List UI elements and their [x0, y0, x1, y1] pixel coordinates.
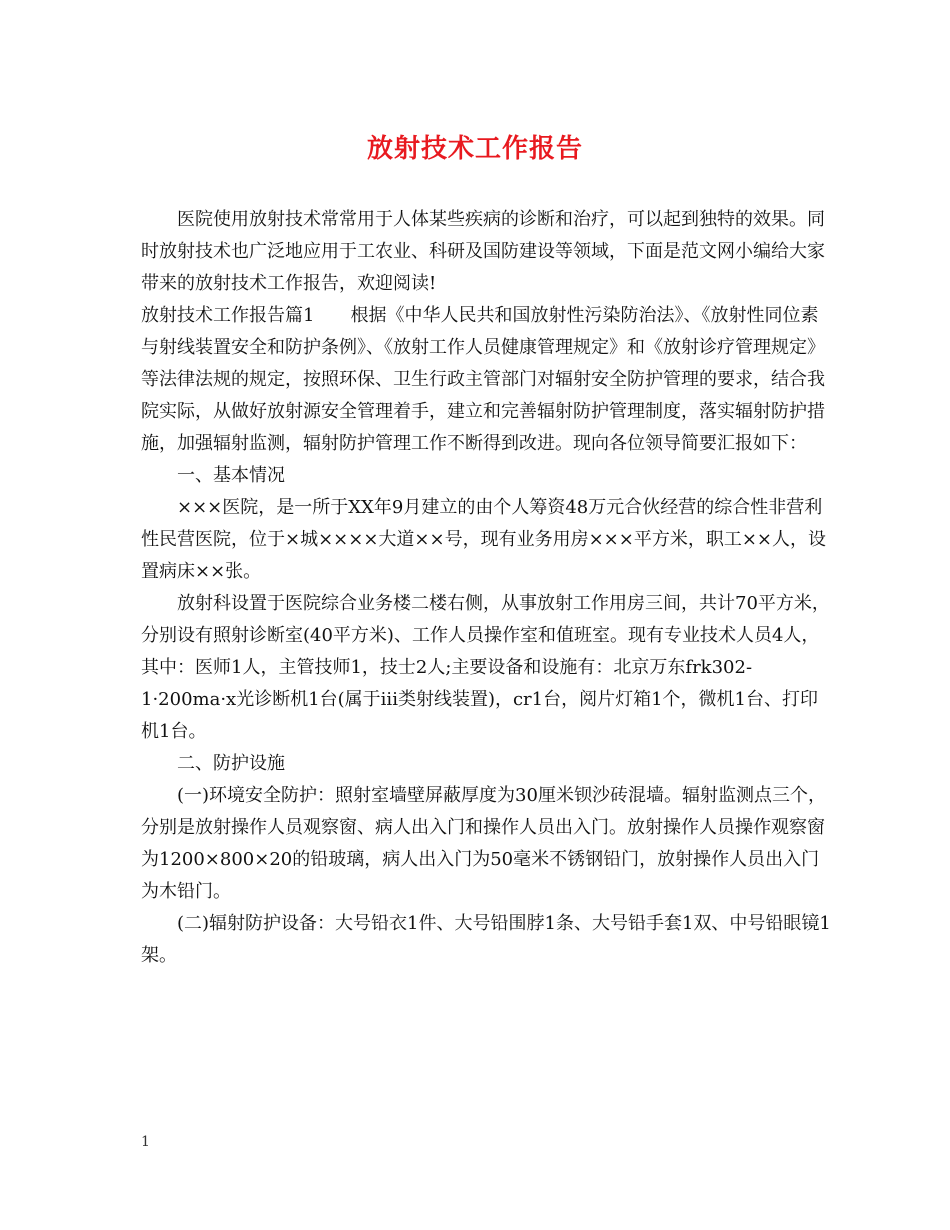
piece-text: 根据《中华人民共和国放射性污染防治法》、《放射性同位素与射线装置安全和防护条例》、《放射工作人员健康管理规定》和《放射诊疗管理规定》等法律法规的规定，按照环保、卫生行政主管部门对辐射安全防护管理的要求，结合我院实际，从做好放射源安全管理着手，建立和完善辐射防护管理制度，落实辐射防护措施，加强辐射监测，辐射防护管理工作不断得到改进。现向各位领导简要汇报如下：: [141, 305, 825, 454]
piece-label: 放射技术工作报告篇1: [141, 305, 315, 326]
section2-heading: 二、防护设施: [177, 753, 285, 774]
section1-paragraph-1: ×××医院，是一所于XX年9月建立的由个人筹资48万元合伙经营的综合性非营利性民营医院，位于×城××××大道××号，现有业务用房×××平方米，职工××人，设置病床××张。: [141, 497, 826, 582]
section1-paragraph-2: 放射科设置于医院综合业务楼二楼右侧，从事放射工作用房三间，共计70平方米，分别设有照射诊断室(40平方米)、工作人员操作室和值班室。现有专业技术人员4人，其中：医师1人，主管技师1，技士2人;主要设备和设施有：北京万东frk302-1·200ma·x光诊断机1台(属于iii类射线装置)，cr1台，阅片灯箱1个，微机1台、打印机1台。: [141, 593, 830, 742]
section2-paragraph-2: (二)辐射防护设备：大号铅衣1件、大号铅围脖1条、大号铅手套1双、中号铅眼镜1架。: [141, 913, 831, 966]
piece-paragraph: [141, 300, 831, 460]
document-body: [141, 204, 831, 972]
section2-paragraph-1: (一)环境安全防护：照射室墙壁屏蔽厚度为30厘米钡沙砖混墙。辐射监测点三个，分别是放射操作人员观察窗、病人出入门和操作人员出入门。放射操作人员操作观察窗为1200×800×20的铅玻璃，病人出入门为50毫米不锈钢铅门，放射操作人员出入门为木铅门。: [141, 785, 826, 902]
section1-heading: 一、基本情况: [177, 465, 285, 486]
page-number: 1: [141, 1134, 150, 1150]
document-title: 放射技术工作报告: [366, 134, 583, 164]
intro-paragraph: 医院使用放射技术常常用于人体某些疾病的诊断和治疗，可以起到独特的效果。同时放射技术也广泛地应用于工农业、科研及国防建设等领域，下面是范文网小编给大家带来的放射技术工作报告，欢迎阅读!: [141, 209, 825, 294]
